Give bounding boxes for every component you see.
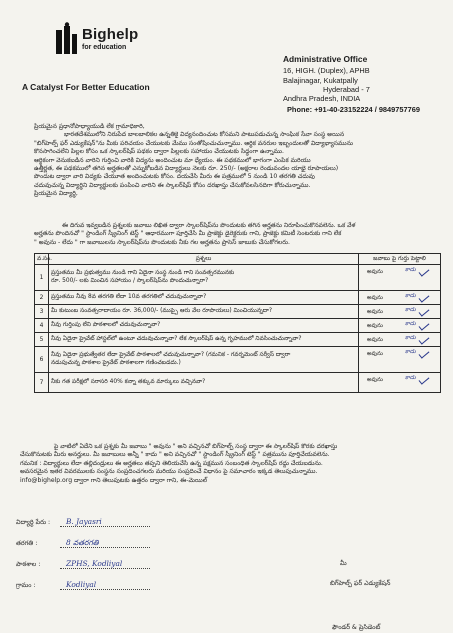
answer-yes[interactable]: అవును <box>367 351 383 357</box>
signature-block <box>330 580 391 631</box>
question-text: మీ కుటుంబ సంవత్సరాదాయం రూ. 36,000/- (ముప్పై ఆరు వేల రూపాయలు) మించియున్నదా? <box>51 307 273 314</box>
intro-line: "బిగ్‌హెల్ప్ ఫర్ ఎడ్యుకేషన్"ను మీకు పరిచయం చేయుటకు మేము సంతోషించుచున్నాము. ఆర్థిక వనరుల ఇబ్బందులతో విద్యాభ్యాసమును <box>34 139 353 147</box>
office-phone: Phone: +91-40-23152224 / 9849757769 <box>287 105 420 114</box>
row-number: 3 <box>35 305 49 319</box>
answer-no[interactable]: కాదు <box>405 321 416 327</box>
closing-line: info@bighelp.org ద్వారా గాని తెలుపుటకు ఉత్తరం ద్వారా గాని, ఈ-మెయిల్ <box>20 476 208 484</box>
instruction-paragraph <box>14 222 444 247</box>
question-text: ప్రస్తుతము నీవు 8వ తరగతి లేదా 10వ తరగతిలో చదువుచున్నావా? <box>51 293 207 300</box>
answer-cell[interactable] <box>359 373 441 393</box>
table-row <box>35 305 441 319</box>
question-text: ప్రస్తుతము మీ ప్రభుత్వము నుండి గాని ఏదైనా సంస్థ నుండి గాని సంవత్సరమునకు <box>51 270 235 277</box>
answer-yes[interactable]: అవును <box>367 269 383 275</box>
signature-yours: మీ <box>340 560 347 567</box>
question-cell <box>49 319 359 333</box>
table-row <box>35 265 441 291</box>
field-label: తరగతి : <box>16 540 38 547</box>
answer-cell[interactable] <box>359 265 441 291</box>
field-row-name <box>16 519 236 540</box>
row-number: 2 <box>35 291 49 305</box>
intro-line: కొనసాగించలేని పిల్లల కోసం ఒక స్కాలర్‌షిప్ పథకం ద్వారా పిల్లలకు సహాయం చేయుటకు సిద్ధంగా ఉన్నాము. <box>34 148 284 156</box>
question-cell <box>49 305 359 319</box>
office-address <box>283 55 453 103</box>
row-number: 7 <box>35 373 49 393</box>
bighelp-logo-icon <box>54 22 78 56</box>
dear-student: ప్రియమైన విద్యార్థి, <box>34 190 78 198</box>
field-line <box>60 568 150 569</box>
question-text: రూ. 500/- లకు మించిన సహాయం / స్కాలర్‌షిప్‌ను పొందుచున్నారా? <box>51 277 209 284</box>
office-line: Andhra Pradesh, INDIA <box>283 94 361 104</box>
logo-subtext: for education <box>82 44 127 51</box>
table-header-row <box>35 254 441 265</box>
table-row <box>35 373 441 393</box>
village-field[interactable]: Kodliyal <box>66 580 97 589</box>
answer-no[interactable]: కాదు <box>405 335 416 341</box>
table-row <box>35 333 441 347</box>
table-row <box>35 319 441 333</box>
bighelp-logo <box>54 22 174 62</box>
row-number: 1 <box>35 265 49 291</box>
greeting-line: భారతదేశములోని నిరుపేద బాలబాలికల ఉన్నతికై విద్యనందించుట కోసమని పాటుపడుచున్న సాంఘిక సేవా సంస్థ అయిన <box>64 131 345 139</box>
student-name-field[interactable]: B. Jayasri <box>66 517 102 526</box>
check-mark-icon <box>419 348 430 358</box>
answer-cell[interactable] <box>359 319 441 333</box>
table-row <box>35 291 441 305</box>
field-row-village <box>16 582 236 603</box>
answer-cell[interactable] <box>359 333 441 347</box>
closing-paragraph <box>14 443 444 485</box>
question-cell <box>49 291 359 305</box>
intro-paragraph <box>14 123 444 199</box>
answer-yes[interactable]: అవును <box>367 323 383 329</box>
answer-yes[interactable]: అవును <box>367 377 383 383</box>
question-text: నీవు ఏదైనా ప్రైవేట్ హాస్టల్‌లో ఉంటూ చదువుచున్నావా? లేక స్కాలర్‌షిప్ ఉన్న గృహములో నివసించుచున్నావా? <box>51 335 302 342</box>
question-text: నీకు గత పరీక్షలో సరాసరి 40% కన్నా తక్కువ మార్కులు వచ్చినవా? <box>51 378 206 385</box>
intro-line: చదువుచున్న విద్యార్థిని విద్యార్థులకు పంపించి వారిని ఈ స్కాలర్‌షిప్ కోసం దరఖాస్తు చేసుకోవలసినదిగా కోరుచున్నాము. <box>34 181 311 189</box>
field-label: పాఠశాల : <box>16 561 41 568</box>
answer-no[interactable]: కాదు <box>405 375 416 381</box>
answer-yes[interactable]: అవును <box>367 309 383 315</box>
office-line: Hyderabad - 7 <box>323 84 370 94</box>
office-line: 16, HIGH. (Duplex), APHB <box>283 66 370 76</box>
answer-no[interactable]: కాదు <box>405 293 416 299</box>
school-field[interactable]: ZPHS, Kodliyal <box>66 559 123 568</box>
col-header-sno: వ.సం. <box>35 254 49 265</box>
field-line <box>60 589 150 590</box>
logo-text: Bighelp <box>82 26 139 43</box>
check-mark-icon <box>419 374 430 384</box>
signature-founder: ఫౌండర్ & ప్రెసిడెంట్ <box>332 624 381 631</box>
office-title: Administrative Office <box>283 54 368 64</box>
question-cell <box>49 373 359 393</box>
intro-line: ఉత్తీర్ణత, ఈ పథకములో తగిన అర్హతలతో ఎన్నుకోబడిన విద్యార్థులు నెలకు రూ. 250/- (అక్షరాల రెండువందల యాభై రూపాయలు) <box>34 165 339 173</box>
answer-no[interactable]: కాదు <box>405 307 416 313</box>
answer-no[interactable]: కాదు <box>405 267 416 273</box>
question-cell <box>49 347 359 373</box>
answer-no[interactable]: కాదు <box>405 349 416 355</box>
field-label: గ్రామం : <box>16 582 36 589</box>
col-header-question: ప్రశ్నలు <box>49 254 359 265</box>
row-number: 4 <box>35 319 49 333</box>
instruction-line: అర్హతను పొందినచో " స్టాండింగ్ స్క్రీనింగ్ టెస్ట్ " ఆధారముగా పూర్తిచేసి మీ ప్రాజెక్టు డైరెక్టరుకు గాని, ప్రాజెక్టు కమిటీ సెంటరుకు గాని లేక <box>34 230 342 238</box>
check-mark-icon <box>419 306 430 316</box>
tagline: A Catalyst For Better Education <box>22 82 150 92</box>
answer-yes[interactable]: అవును <box>367 295 383 301</box>
student-details <box>16 519 236 603</box>
signature-org: బిగ్‌హెల్ప్ ఫర్ ఎడ్యుకేషన్ <box>330 580 391 587</box>
answer-cell[interactable] <box>359 305 441 319</box>
row-number: 5 <box>35 333 49 347</box>
student-class-field[interactable]: 8 వతరగతి <box>66 538 99 547</box>
field-row-school <box>16 561 236 582</box>
check-mark-icon <box>419 292 430 302</box>
answer-yes[interactable]: అవును <box>367 337 383 343</box>
intro-line: పొందుట ద్వారా వారి విద్యకు చేయూత అందించుటకు కోసం. దయచేసి మీరు ఈ పత్రములో 5 నుండి 10 తరగతి చదువు <box>34 173 315 181</box>
salutation: ప్రియమైన ప్రధానోపాధ్యాయుడి లేక గ్రామాధికారి, <box>34 123 145 130</box>
closing-line: చేసుకొనుటకు మీరు అనర్హులు. మీ జవాబులు అన్నీ " కాదు " అని వచ్చినచో " స్టాండింగ్ స్క్రీనింగ్ టెస్ట్ " పత్రమును పూర్తిచేయవలెను. <box>20 451 330 459</box>
closing-line: అవసరమైన ఇతర వివరములకు సంస్థను సంప్రదించగలరు మరియు సంప్రదించే విధానం పై సమాచారం ఇక్కడ తెలుపుచున్నాము. <box>20 468 318 476</box>
question-cell <box>49 333 359 347</box>
question-text: నీవు గుర్తింపు లేని పాఠశాలలో చదువుచున్నావా? <box>51 321 161 328</box>
closing-line: పై వాటిలో ఏదేని ఒక ప్రశ్నకు మీ జవాబు " అవును " అని వచ్చినచో బిగ్‌హెల్ప్ సంస్థ ద్వారా ఈ స్కాలర్‌షిప్ కొరకు దరఖాస్తు <box>54 443 338 450</box>
intro-line: ఆర్థికంగా వెనుకబడిన వారిని గుర్తించి వారికి విద్యను అందించుట మా ధ్యేయం. ఈ పథకములో భాగంగా ఎంపిక మరియు <box>34 156 311 164</box>
table-row <box>35 347 441 373</box>
instruction-line: " అవును - లేదు " గా జవాబులను స్కాలర్‌షిప్‌ను పొందుటకు నీకు గల అర్హతను ప్రాసెస్ జాబుకు చేసుకోగలరు. <box>34 238 290 246</box>
question-text: నీవు ఏదైనా ప్రభుత్వేతర లేదా ప్రైవేట్ పాఠశాలలో చదువుచున్నావా? (గమనిక - గవర్నమెంట్ సర్వీస్ ద్వారా <box>51 352 291 359</box>
field-label: విద్యార్థి పేరు : <box>16 519 51 526</box>
answer-cell[interactable] <box>359 291 441 305</box>
col-header-answer: జవాబు పై గుర్తు పెట్టాలి <box>359 254 441 265</box>
row-number: 6 <box>35 347 49 373</box>
field-line <box>60 526 150 527</box>
field-row-class <box>16 540 236 561</box>
check-mark-icon <box>419 334 430 344</box>
check-mark-icon <box>419 266 430 276</box>
eligibility-question-table <box>34 253 441 393</box>
instruction-line: ఈ దిగువ ఇవ్వబడిన ప్రశ్నలకు జవాబు లిఖిత ద్వారా స్కాలర్‌షిప్‌ను పొందుటకు తగిన అర్హతను నిరూపించుకొనవలెను. ఒక వేళ <box>62 222 356 229</box>
question-cell <box>49 265 359 291</box>
answer-cell[interactable] <box>359 347 441 373</box>
question-text: నడుపుచున్న పాఠశాల ప్రైవేట్ పాఠశాలగా గణించబడదు.) <box>51 359 181 366</box>
closing-line: గమనిక : విద్యార్థులు లేదా తల్లిదండ్రులు ఈ అర్హతలు తప్పని తెలియచేసి ఉన్న పక్షమున సంబంధిత స్కాలర్‌షిప్ రద్దు చేయబడును. <box>20 459 323 467</box>
office-line: Balajinagar, Kukatpally <box>283 75 358 85</box>
check-mark-icon <box>419 320 430 330</box>
